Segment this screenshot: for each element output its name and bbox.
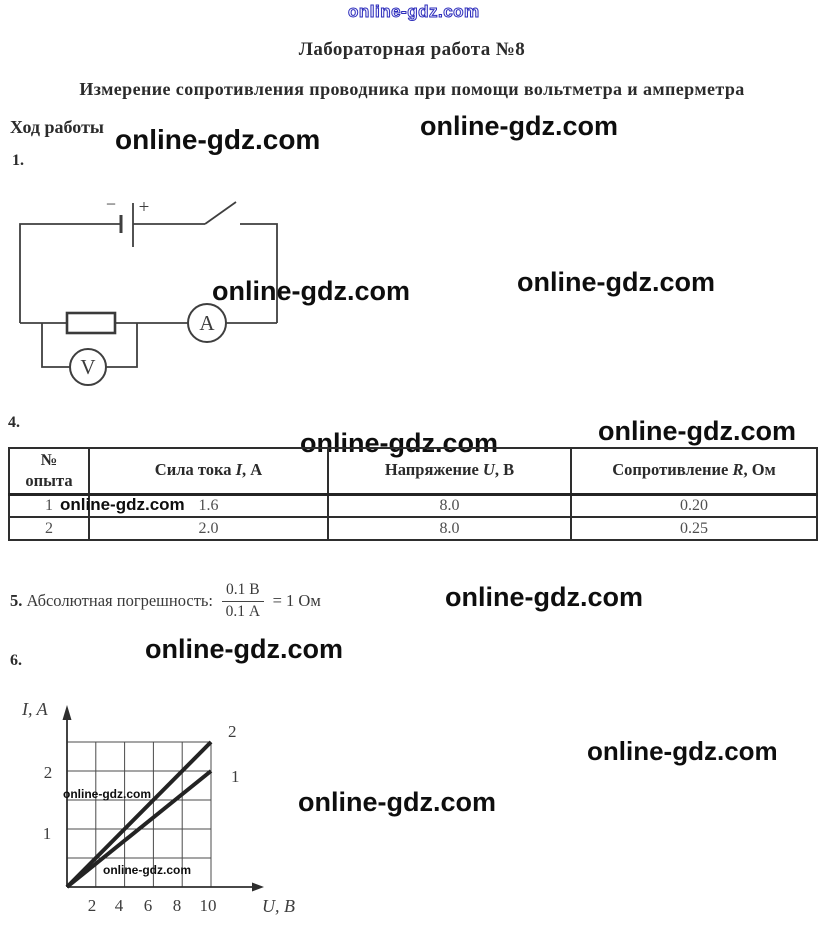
watermark: online-gdz.com	[212, 276, 410, 306]
header-line: №	[40, 450, 58, 470]
watermark: online-gdz.com	[587, 736, 778, 766]
iv-graph	[10, 690, 320, 925]
x-axis-arrow-icon	[252, 883, 264, 892]
line-1-label: 1	[231, 767, 240, 786]
fraction-denominator: 0.1 А	[225, 602, 261, 620]
x-tick-label: 8	[172, 896, 182, 915]
page-title: Лабораторная работа №8	[298, 39, 526, 60]
y-tick-label: 1	[42, 824, 52, 843]
watermark: online-gdz.com	[145, 634, 343, 664]
page-subtitle: Измерение сопротивления проводника при помощи вольтметра и амперметра	[79, 79, 745, 99]
x-axis-label: U, В	[262, 896, 295, 916]
battery-plus-label: +	[138, 197, 150, 218]
watermark: online-gdz.com	[60, 495, 185, 514]
x-tick-label: 10	[199, 896, 217, 915]
cell-voltage: 8.0	[328, 517, 571, 540]
fraction	[222, 581, 264, 621]
line-2-label: 2	[228, 722, 237, 741]
x-tick-label: 4	[114, 896, 124, 915]
item-6-label: 6.	[10, 652, 22, 669]
table-row	[9, 517, 817, 540]
watermark: online-gdz.com	[103, 863, 191, 877]
resistor-icon	[67, 313, 115, 333]
section-heading: Ход работы	[10, 117, 104, 137]
watermark: online-gdz.com	[598, 416, 796, 446]
fraction-numerator: 0.1 В	[222, 581, 264, 602]
watermark: online-gdz.com	[348, 2, 480, 21]
x-tick-label: 2	[87, 896, 97, 915]
cell-experiment: 2	[9, 517, 89, 540]
item-5	[10, 581, 321, 621]
col-header-experiment-number	[9, 448, 89, 494]
measurements-table	[8, 447, 818, 541]
cell-resistance: 0.25	[571, 517, 817, 540]
x-tick-label: 6	[143, 896, 153, 915]
fraction-result: = 1 Ом	[272, 591, 321, 611]
battery-icon	[121, 203, 133, 247]
battery-minus-label: −	[105, 195, 117, 214]
ammeter-label: A	[199, 311, 215, 335]
col-header-voltage: Напряжение U, В	[328, 448, 571, 494]
cell-current: 2.0	[89, 517, 328, 540]
y-axis-arrow-icon	[63, 705, 72, 720]
item-5-label: 5.	[10, 591, 23, 611]
cell-resistance: 0.20	[571, 494, 817, 517]
watermark: online-gdz.com	[63, 787, 151, 801]
switch-icon	[205, 202, 236, 224]
item-4-label: 4.	[8, 414, 20, 431]
watermark: online-gdz.com	[517, 267, 715, 297]
cell-current: 1.6	[89, 494, 328, 517]
watermark: online-gdz.com	[420, 111, 618, 141]
cell-experiment: 1	[9, 494, 89, 517]
watermark: online-gdz.com	[115, 124, 321, 155]
watermark: online-gdz.com	[298, 787, 496, 817]
y-axis-label: I, A	[22, 699, 48, 719]
voltmeter-label: V	[80, 355, 96, 379]
header-line: опыта	[25, 470, 73, 490]
col-header-current: Сила тока I, А	[89, 448, 328, 494]
watermark: online-gdz.com	[300, 428, 498, 458]
col-header-resistance: Сопротивление R, Ом	[571, 448, 817, 494]
watermark: online-gdz.com	[445, 582, 643, 612]
table-header-row	[9, 448, 817, 494]
y-tick-label: 2	[43, 763, 53, 782]
cell-voltage: 8.0	[328, 494, 571, 517]
item-5-text: 5. Абсолютная погрешность:	[10, 591, 214, 611]
item-1-label: 1.	[12, 152, 24, 169]
